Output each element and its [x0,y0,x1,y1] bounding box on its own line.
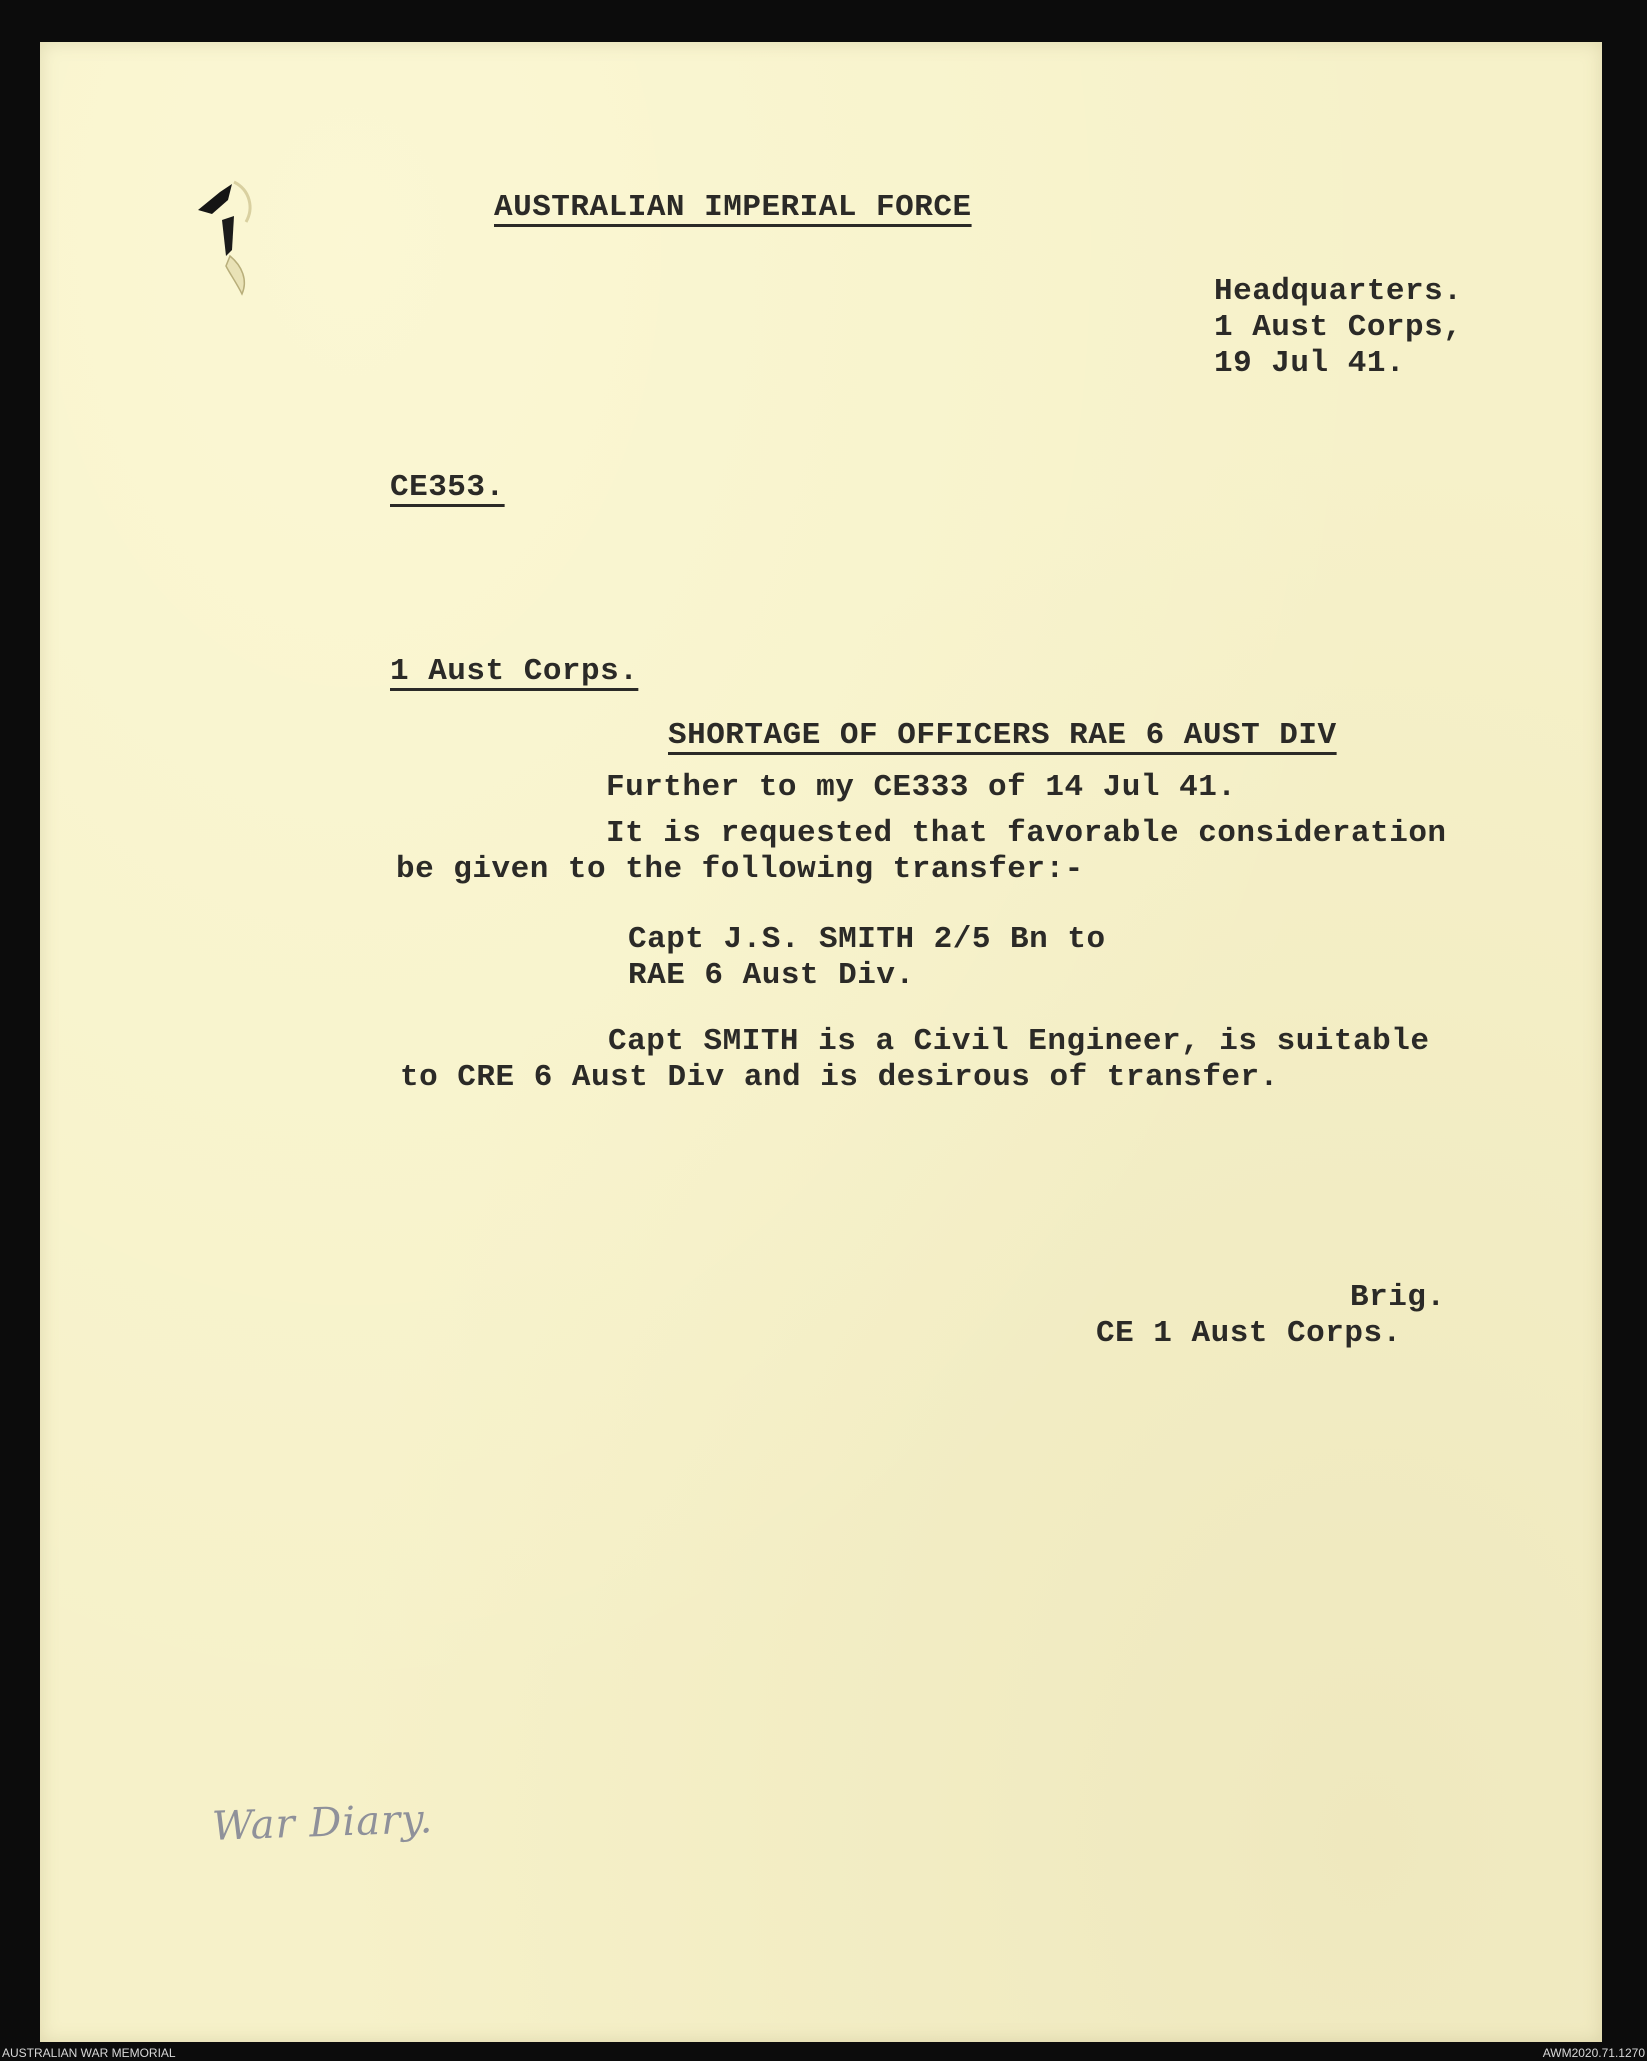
subject-heading: SHORTAGE OF OFFICERS RAE 6 AUST DIV [668,718,1337,753]
body-para-3-line-2: to CRE 6 Aust Div and is desirous of transfer. [400,1060,1279,1095]
address-line-1: Headquarters. [1214,274,1463,309]
address-date: 19 Jul 41. [1214,346,1406,381]
body-para-2-line-1: It is requested that favorable consideration [606,816,1447,851]
document-page [40,42,1602,2042]
letterhead-title: AUSTRALIAN IMPERIAL FORCE [494,190,972,225]
signature-rank: Brig. [1350,1280,1446,1315]
address-line-2: 1 Aust Corps, [1214,310,1463,345]
body-para-2-line-2: be given to the following transfer:- [396,852,1084,887]
transfer-line-2: RAE 6 Aust Div. [628,958,915,993]
reference-number: CE353. [390,470,505,505]
footer-credit: AUSTRALIAN WAR MEMORIAL [2,2046,176,2060]
transfer-line-1: Capt J.S. SMITH 2/5 Bn to [628,922,1106,957]
body-para-1: Further to my CE333 of 14 Jul 41. [606,770,1237,805]
addressee: 1 Aust Corps. [390,654,639,689]
signature-title: CE 1 Aust Corps. [1096,1316,1402,1351]
punch-hole-mark [190,170,270,300]
footer-accession-number: AWM2020.71.1270 [1542,2046,1645,2060]
handwritten-annotation: War Diary. [211,1796,434,1850]
body-para-3-line-1: Capt SMITH is a Civil Engineer, is suitable [608,1024,1430,1059]
